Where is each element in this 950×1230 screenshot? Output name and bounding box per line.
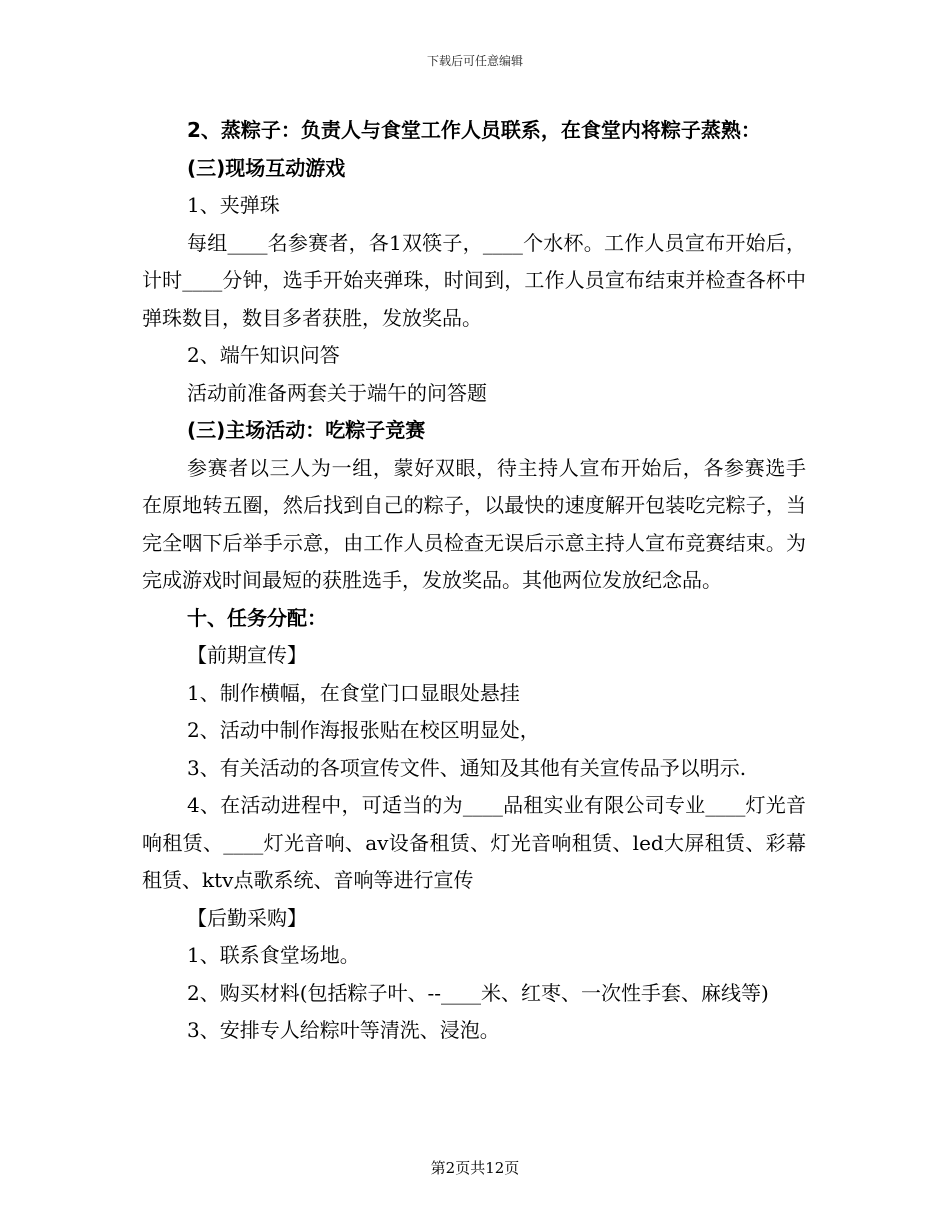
paragraph: 每组____名参赛者，各1双筷子，____个水杯。工作人员宣布开始后，计时____分钟，选手开始夹弹珠，时间到，工作人员宣布结束并检查各杯中弹珠数目，数目多者获胜，发放奖品。 [142, 230, 806, 330]
list-item: 1、联系食堂场地。 [187, 943, 360, 967]
section-heading: (三)主场活动：吃粽子竞赛 [187, 418, 426, 442]
paragraph: 2、蒸粽子：负责人与食堂工作人员联系，在食堂内将粽子蒸熟： [187, 118, 761, 142]
list-item: 3、有关活动的各项宣传文件、通知及其他有关宣传品予以明示. [187, 755, 747, 780]
sub-heading: 2、端午知识问答 [187, 343, 340, 367]
paragraph: 活动前准备两套关于端午的问答题 [187, 380, 487, 405]
list-item: 2、购买材料(包括粽子叶、--____米、红枣、一次性手套、麻线等) [187, 980, 769, 1005]
list-item: 3、安排专人给粽叶等清洗、浸泡。 [187, 1018, 500, 1042]
sub-heading: 1、夹弹珠 [187, 193, 280, 217]
list-item: 1、制作横幅，在食堂门口显眼处悬挂 [187, 680, 520, 705]
document-body [142, 112, 806, 1050]
sub-heading: 【后勤采购】 [187, 905, 307, 930]
page-header: 下载后可任意编辑 [426, 54, 523, 68]
list-item: 2、活动中制作海报张贴在校区明显处， [187, 718, 540, 742]
page-footer: 第2页共12页 [430, 1159, 520, 1177]
section-heading: (三)现场互动游戏 [187, 155, 346, 180]
sub-heading: 【前期宣传】 [187, 643, 307, 667]
list-item: 4、在活动进程中，可适当的为____品租实业有限公司专业____灯光音响租赁、____灯光音响、av设备租赁、灯光音响租赁、led大屏租赁、彩幕租赁、ktv点歌系统、音响等进行宣传 [142, 793, 806, 892]
section-heading: 十、任务分配： [187, 605, 327, 630]
paragraph: 参赛者以三人为一组，蒙好双眼，待主持人宣布开始后，各参赛选手在原地转五圈，然后找到自己的粽子，以最快的速度解开包装吃完粽子，当完全咽下后举手示意，由工作人员检查无误后示意主持人宣布竞赛结束。为完成游戏时间最短的获胜选手，发放奖品。其他两位发放纪念品。 [142, 455, 806, 592]
